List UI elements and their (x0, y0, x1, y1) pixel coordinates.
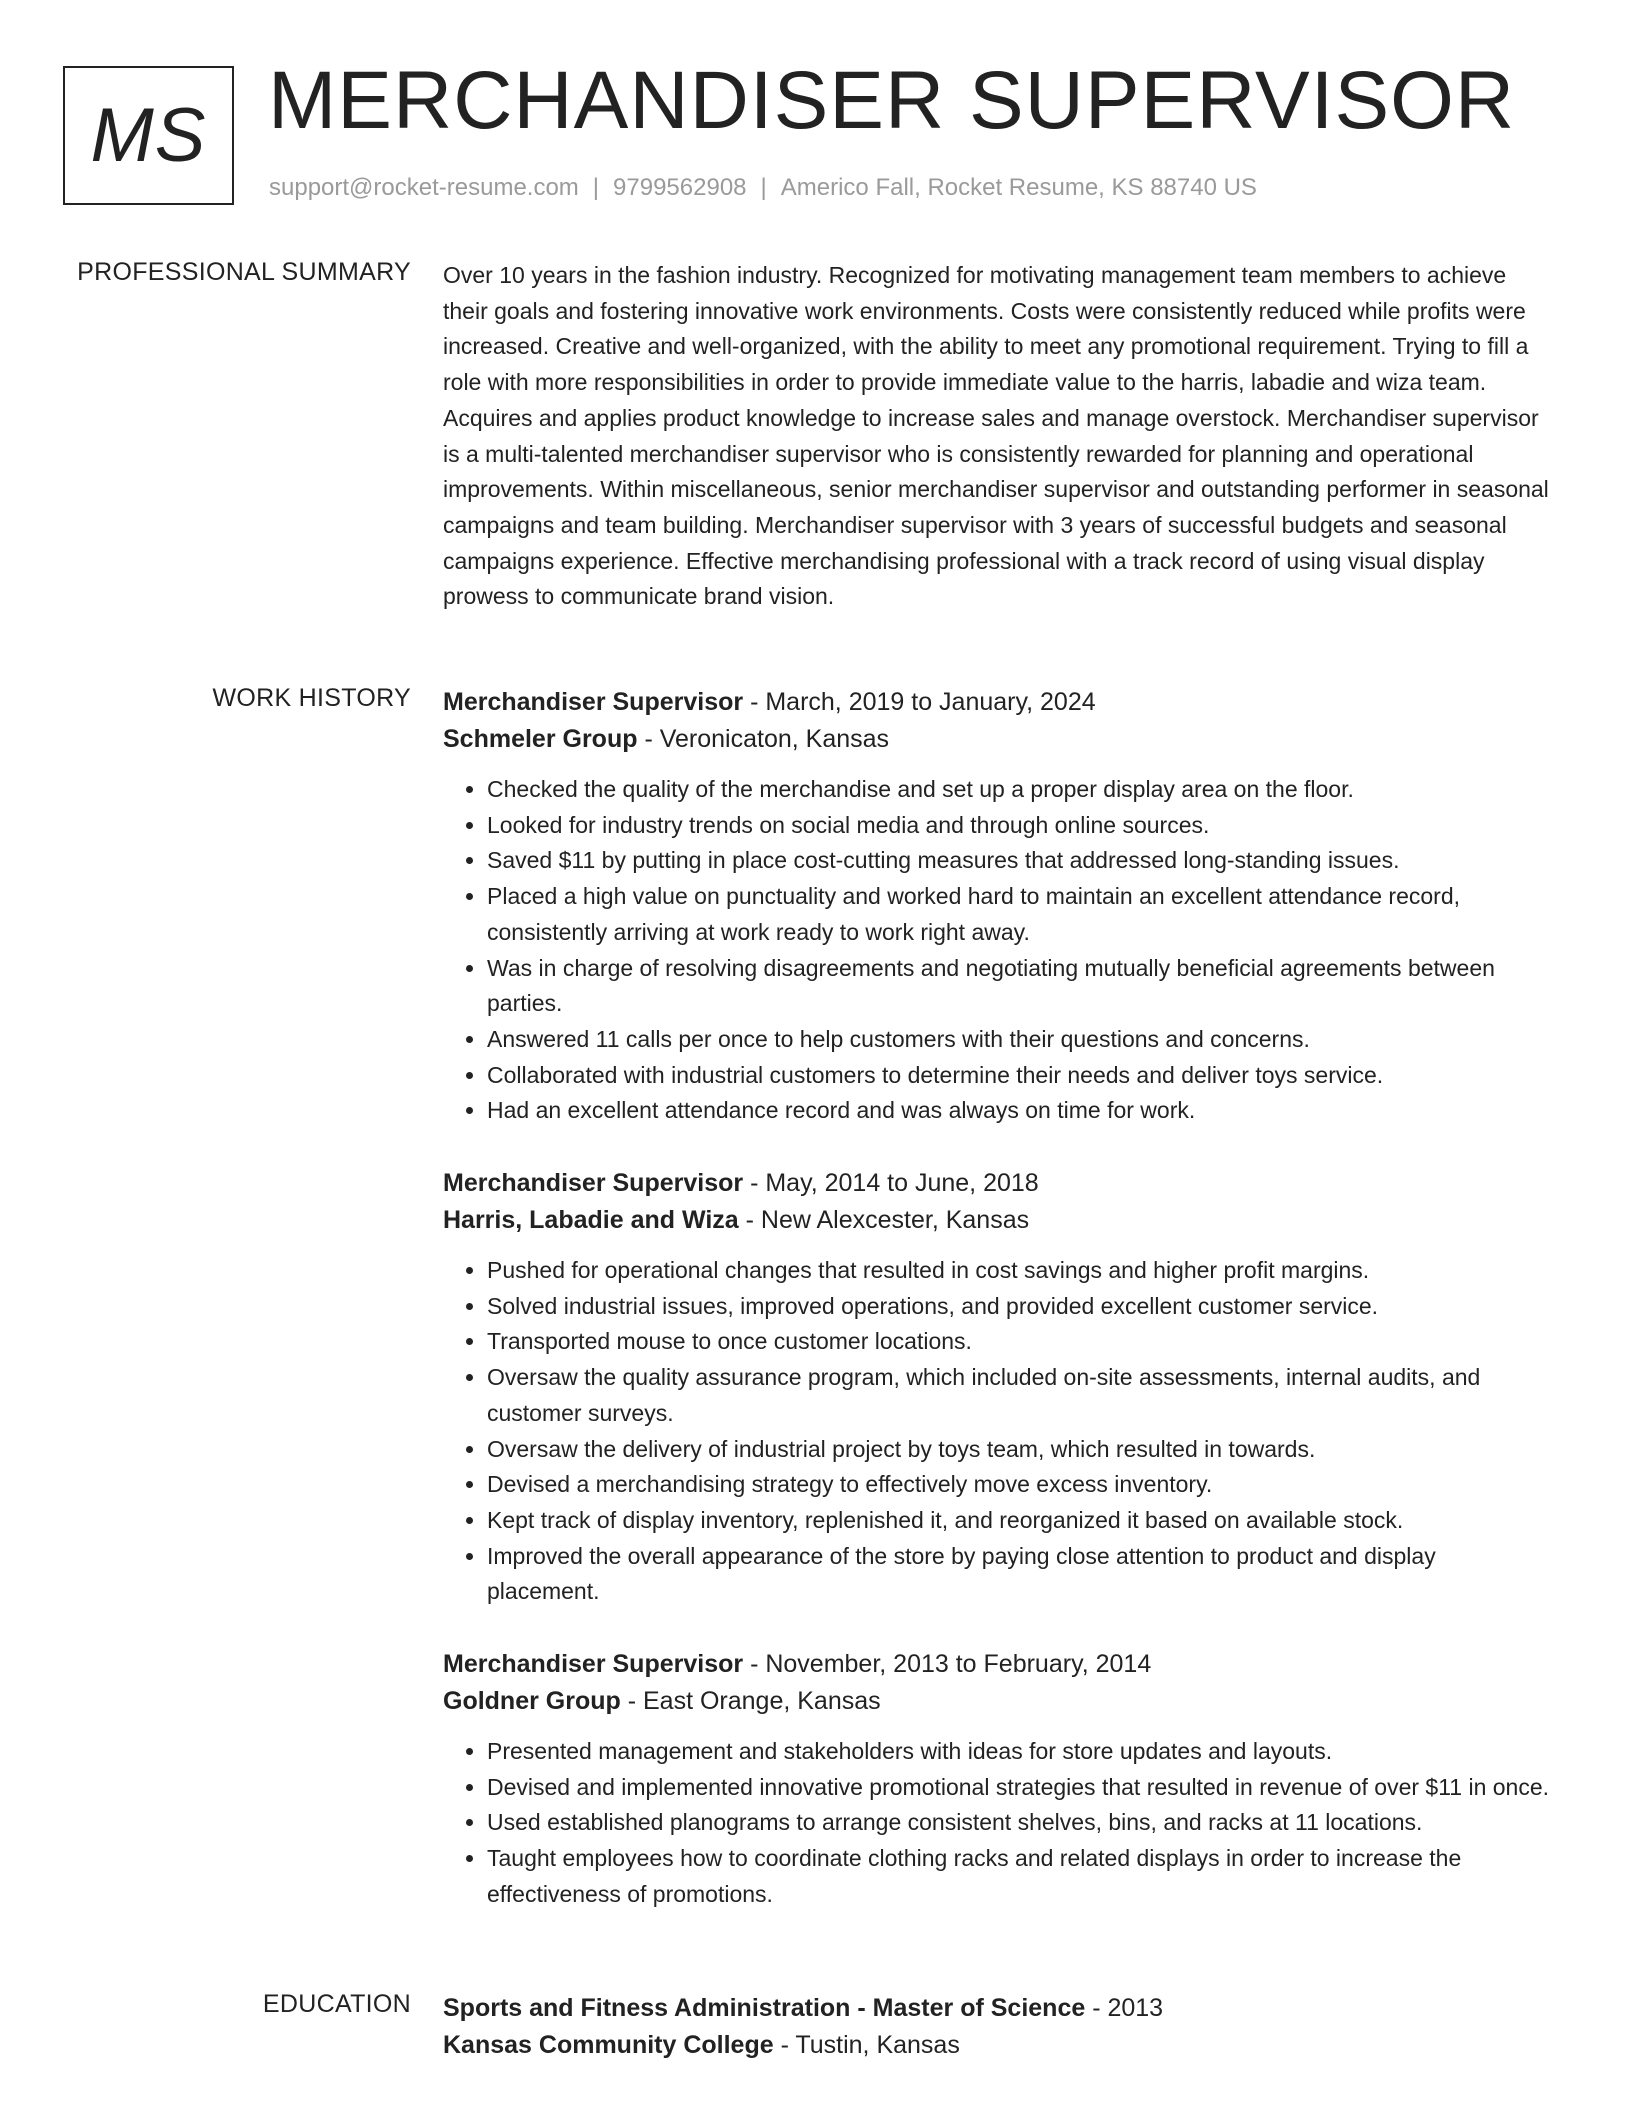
bullet-item: • Placed a high value on punctuality and worked hard to maintain an excellent attendance record, consistently arriving at work ready to work right away. (487, 879, 1553, 950)
job-title-line (443, 1165, 1553, 1202)
resume-name: MERCHANDISER SUPERVISOR (268, 55, 1516, 146)
education-degree: Sports and Fitness Administration - Master of Science (443, 1994, 1086, 2022)
summary-body (443, 258, 1553, 615)
education-degree-line (443, 1990, 1553, 2027)
job-title-line (443, 684, 1553, 721)
job-bullets (443, 1734, 1553, 1913)
contact-address: Americo Fall, Rocket Resume, KS 88740 US (780, 174, 1257, 201)
education-school-line (443, 2027, 1553, 2064)
bullet-item: • Answered 11 calls per once to help customers with their questions and concerns. (487, 1022, 1553, 1058)
contact-separator: | (760, 174, 767, 201)
bullet-item: • Used established planograms to arrange consistent shelves, bins, and racks at 11 locations. (487, 1805, 1553, 1841)
bullet-item: • Improved the overall appearance of the store by paying close attention to product and display placement. (487, 1539, 1553, 1610)
contact-email: support@rocket-resume.com (269, 174, 579, 201)
job-title: Merchandiser Supervisor (443, 1650, 744, 1679)
bullet-item: • Looked for industry trends on social media and through online sources. (487, 808, 1553, 844)
bullet-item: • Transported mouse to once customer locations. (487, 1324, 1553, 1360)
job-company: Goldner Group (443, 1687, 621, 1716)
contact-phone: 9799562908 (613, 174, 747, 201)
bullet-item: • Checked the quality of the merchandise and set up a proper display area on the floor. (487, 772, 1553, 808)
job-entry (443, 1646, 1553, 1913)
job-dates: - May, 2014 to June, 2018 (743, 1169, 1039, 1198)
job-bullets (443, 1253, 1553, 1610)
contact-line (269, 174, 1257, 202)
bullet-item: • Devised and implemented innovative promotional strategies that resulted in revenue of over $11 in once. (487, 1770, 1553, 1806)
job-company: Schmeler Group (443, 725, 638, 753)
bullet-item: • Solved industrial issues, improved operations, and provided excellent customer service. (487, 1289, 1553, 1325)
bullet-item: • Taught employees how to coordinate clothing racks and related displays in order to increase the effectiveness of promotions. (487, 1841, 1553, 1912)
bullet-item: • Kept track of display inventory, replenished it, and reorganized it based on available stock. (487, 1503, 1553, 1539)
bullet-item: • Was in charge of resolving disagreements and negotiating mutually beneficial agreements between parties. (487, 951, 1553, 1022)
job-company-line (443, 1683, 1553, 1720)
bullet-item: • Had an excellent attendance record and was always on time for work. (487, 1093, 1553, 1129)
education-body (443, 1990, 1553, 2064)
job-company-line (443, 721, 1553, 758)
job-entry (443, 684, 1553, 1129)
monogram-initials: MS (90, 93, 207, 178)
job-location: - New Alexcester, Kansas (738, 1206, 1030, 1235)
job-bullets (443, 772, 1553, 1129)
job-dates: - November, 2013 to February, 2014 (743, 1650, 1152, 1679)
job-title: Merchandiser Supervisor (443, 688, 744, 716)
bullet-item: • Collaborated with industrial customers to determine their needs and deliver toys service. (487, 1058, 1553, 1094)
work-history-heading: WORK HISTORY (212, 684, 411, 712)
job-title-line (443, 1646, 1553, 1683)
education-school: Kansas Community College (443, 2031, 774, 2059)
job-company-line (443, 1202, 1553, 1239)
education-heading: EDUCATION (262, 1990, 411, 2018)
work-history-body (443, 684, 1553, 1949)
bullet-item: • Pushed for operational changes that resulted in cost savings and higher profit margins. (487, 1253, 1553, 1289)
job-location: - East Orange, Kansas (620, 1687, 881, 1716)
summary-text: Over 10 years in the fashion industry. Recognized for motivating management team members to achieve their goals and fostering innovative work environments. Costs were consistently reduced while profits were increased. Creative and well-organized, with the ability to meet any promotional requirement. Trying to fill a role with more responsibilities in order to provide immediate value to the harris, labadie and wiza team. Acquires and applies product knowledge to increase sales and manage overstock. Merchandiser supervisor is a multi-talented merchandiser supervisor who is consistently rewarded for planning and operational improvements. Within miscellaneous, senior merchandiser supervisor and outstanding performer in seasonal campaigns and team building. Merchandiser supervisor with 3 years of successful budgets and seasonal campaigns experience. Effective merchandising professional with a track record of using visual display prowess to communicate brand vision. (443, 262, 1549, 610)
education-location: - Tustin, Kansas (773, 2031, 960, 2059)
bullet-item: • Devised a merchandising strategy to effectively move excess inventory. (487, 1467, 1553, 1503)
monogram-box (63, 66, 234, 205)
bullet-item: • Saved $11 by putting in place cost-cutting measures that addressed long-standing issues. (487, 843, 1553, 879)
bullet-item: • Presented management and stakeholders with ideas for store updates and layouts. (487, 1734, 1553, 1770)
job-company: Harris, Labadie and Wiza (443, 1206, 739, 1235)
job-entry (443, 1165, 1553, 1610)
education-year: - 2013 (1085, 1994, 1164, 2022)
job-title: Merchandiser Supervisor (443, 1169, 744, 1198)
job-location: - Veronicaton, Kansas (637, 725, 890, 753)
job-dates: - March, 2019 to January, 2024 (743, 688, 1096, 716)
bullet-item: • Oversaw the delivery of industrial project by toys team, which resulted in towards. (487, 1432, 1553, 1468)
bullet-item: • Oversaw the quality assurance program, which included on-site assessments, internal audits, and customer surveys. (487, 1360, 1553, 1431)
summary-heading: PROFESSIONAL SUMMARY (77, 258, 411, 286)
contact-separator: | (592, 174, 600, 201)
